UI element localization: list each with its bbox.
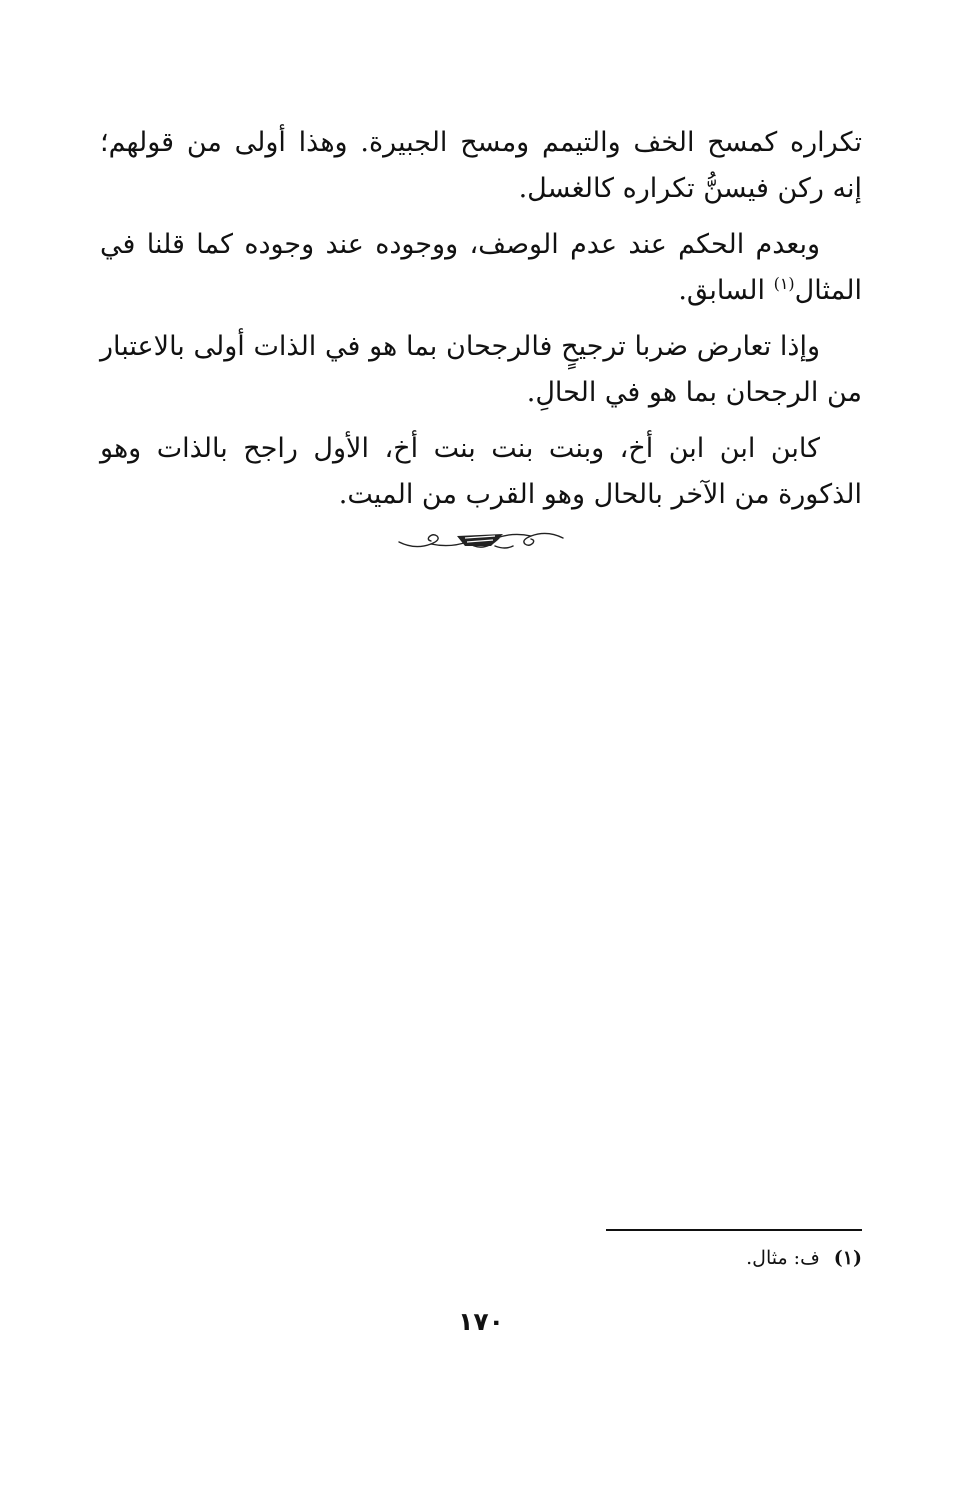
paragraph-4: كابن ابن ابن أخ، وبنت بنت بنت أخ، الأول راجح بالذات وهو الذكورة من الآخر بالحال وهو القرب من الميت. xyxy=(100,433,862,510)
paragraph-2-tail: السابق. xyxy=(678,275,774,306)
paragraph-2 xyxy=(100,222,862,314)
footnote-separator xyxy=(606,1229,862,1231)
paragraph-1: تكراره كمسح الخف والتيمم ومسح الجبيرة. وهذا أولى من قولهم؛ إنه ركن فيسنُّ تكراره كالغسل. xyxy=(100,127,862,204)
footnote xyxy=(500,1243,862,1273)
main-text xyxy=(100,120,862,528)
paragraph-2-text: وبعدم الحكم عند عدم الوصف، ووجوده عند وجوده كما قلنا في المثال xyxy=(100,229,862,306)
ornament-divider xyxy=(395,524,567,556)
footnote-text: ف: مثال. xyxy=(746,1247,820,1269)
page-number: ١٧٠ xyxy=(458,1307,504,1336)
footnote-reference: (١) xyxy=(773,274,795,293)
footnote-number: (١) xyxy=(833,1247,862,1269)
paragraph-3: وإذا تعارض ضربا ترجيحٍ فالرجحان بما هو في الذات أولى بالاعتبار من الرجحان بما هو في الحالِ. xyxy=(100,331,862,408)
